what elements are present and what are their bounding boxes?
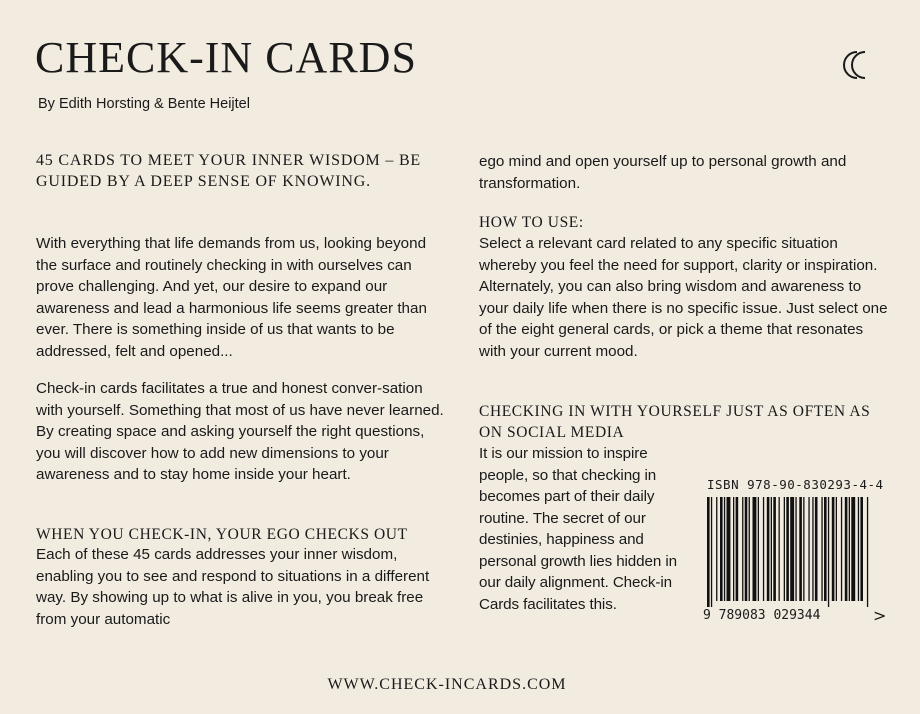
page-title: CHECK-IN CARDS xyxy=(35,33,417,82)
heading-how-to-use: HOW TO USE: xyxy=(479,214,584,231)
barcode-bar xyxy=(720,497,723,601)
barcode-bar xyxy=(832,497,835,601)
barcode-bar xyxy=(849,497,850,601)
barcode-bar xyxy=(790,497,794,601)
barcode-bar xyxy=(836,497,837,601)
barcode-bar xyxy=(858,497,859,601)
intro-heading: 45 CARDS TO MEET YOUR INNER WISDOM – BE GUIDED BY A DEEP SENSE OF KNOWING. xyxy=(36,152,422,190)
barcode-bar xyxy=(749,497,750,601)
barcode-bar xyxy=(745,497,748,601)
barcode-bar xyxy=(860,497,863,601)
paragraph-cards: Each of these 45 cards addresses your inner wisdom, enabling you to see and respond to situations in a different way. By showing up to what is alive in you, you break free from your automatic xyxy=(36,546,430,628)
barcode-bar xyxy=(736,497,739,601)
barcode-bar xyxy=(779,497,780,601)
barcode-bar xyxy=(742,497,743,601)
barcode-bar xyxy=(799,497,802,601)
barcode-bar xyxy=(767,497,770,601)
barcode-bar xyxy=(851,497,855,601)
isbn-label: ISBN 978-90-830293-4-4 xyxy=(707,477,884,492)
barcode-bar xyxy=(784,497,785,601)
barcode-bar xyxy=(724,497,725,601)
paragraph-intro: With everything that life demands from us, looking beyond the surface and routinely checking in with ourselves can prove challenging. And yet, our desire to expand our awareness and lead a harmonious life seems greater than ever. There is something inside of us that wants to be addressed, felt and opened... xyxy=(36,235,427,360)
barcode-bar xyxy=(803,497,804,601)
barcode xyxy=(703,477,889,627)
barcode-bar xyxy=(845,497,848,601)
barcode-bar xyxy=(808,497,809,601)
double-crescent-moon-icon xyxy=(840,48,874,82)
barcode-digits: 9 789083 029344 xyxy=(703,608,821,623)
barcode-bar xyxy=(753,497,757,601)
barcode-bar xyxy=(733,497,734,601)
barcode-bar xyxy=(773,497,776,601)
barcode-bars xyxy=(703,497,873,607)
paragraph-conversation: Check-in cards facilitates a true and honest conver-sation with yourself. Something that most of us have never learned. By creating space and asking yourself the right questions, you will discover how to add new dimensions to your awareness and to stay home inside your heart. xyxy=(36,380,444,483)
website-url: WWW.CHECK-INCARDS.COM xyxy=(327,676,567,693)
paragraph-mission: It is our mission to inspire people, so that checking in becomes part of their daily routine. The secret of our destinies, happiness and personal growth lies hidden in our daily alignment. Check-in Cards facilitates this. xyxy=(479,445,677,613)
paragraph-continuation: ego mind and open yourself up to personal growth and transformation. xyxy=(479,153,847,192)
barcode-bar xyxy=(867,497,868,607)
heading-ego-checks-out: WHEN YOU CHECK-IN, YOUR EGO CHECKS OUT xyxy=(36,526,408,543)
barcode-bar xyxy=(711,497,712,607)
paragraph-how-to-use: Select a relevant card related to any specific situation whereby you feel the need for support, clarity or inspiration. Alternately, you can also bring wisdom and awareness to your daily life when there is no specific issue. Just select one of the eight general cards, or pick a theme that resonates with your current mood. xyxy=(479,235,888,360)
barcode-bar xyxy=(716,497,717,601)
byline: By Edith Horsting & Bente Heijtel xyxy=(38,96,250,112)
barcode-bar xyxy=(812,497,813,601)
barcode-bar xyxy=(786,497,789,601)
barcode-bar xyxy=(763,497,764,601)
barcode-bar xyxy=(771,497,772,601)
barcode-bar xyxy=(828,497,829,607)
barcode-bar xyxy=(821,497,822,601)
barcode-bar xyxy=(727,497,731,601)
barcode-bar xyxy=(758,497,759,601)
heading-checking-in: CHECKING IN WITH YOURSELF JUST AS OFTEN AS ON SOCIAL MEDIA xyxy=(479,403,871,441)
barcode-bar xyxy=(841,497,842,601)
barcode-bar xyxy=(815,497,818,601)
barcode-bar xyxy=(707,497,710,607)
barcode-end-mark: > xyxy=(873,606,887,625)
barcode-bar xyxy=(795,497,796,601)
barcode-bar xyxy=(824,497,827,601)
